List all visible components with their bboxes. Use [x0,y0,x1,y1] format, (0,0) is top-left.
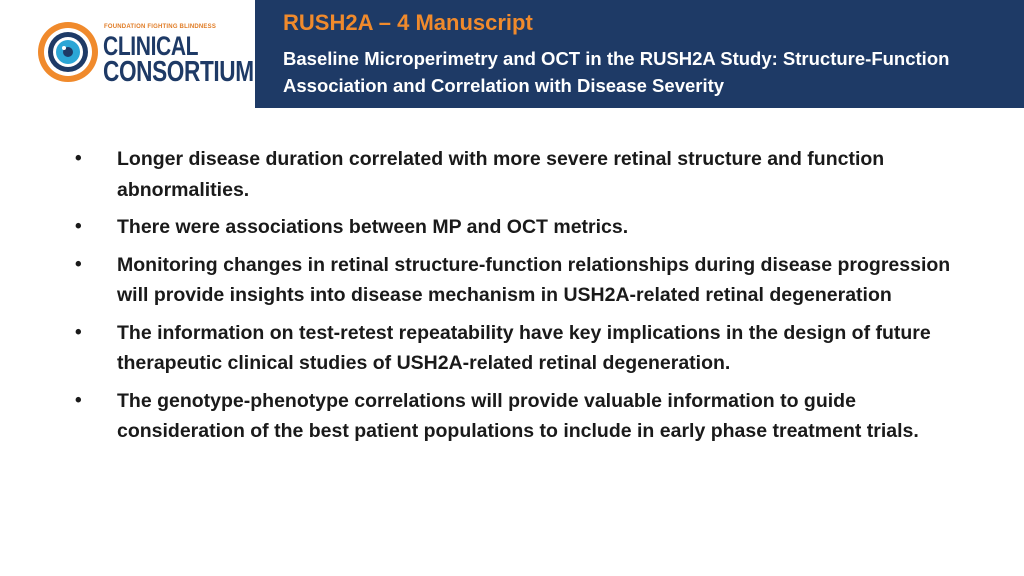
bullet-text: Monitoring changes in retinal structure-function relationships during disease progression will provide insights into disease mechanism in USH2A-related retinal degeneration [117,253,951,306]
bullet-text: Longer disease duration correlated with more severe retinal structure and function abnormalities. [117,148,885,201]
bullet-list [72,144,952,447]
slide-content [72,144,952,454]
slide-header [0,0,1024,108]
eye-icon [36,20,100,84]
bullet-item [72,144,952,205]
logo-word-consortium: CONSORTIUM [103,56,254,88]
header-kicker: RUSH2A – 4 Manuscript [283,10,533,35]
bullet-marker: • [75,148,82,169]
bullet-item [72,250,952,311]
bullet-item [72,212,952,243]
bullet-item [72,318,952,379]
bullet-text: There were associations between MP and OCT metrics. [117,216,629,238]
bullet-item [72,386,952,447]
bullet-text: The genotype-phenotype correlations will provide valuable information to guide consideration of the best patient populations to include in early phase treatment trials. [117,389,919,442]
logo-tagline: FOUNDATION FIGHTING BLINDNESS [104,24,217,30]
logo-word-clinical: CLINICAL [103,31,199,61]
bullet-marker: • [75,216,82,237]
bullet-marker: • [75,321,82,343]
header-title: Baseline Microperimetry and OCT in the RUSH2A Study: Structure-Function Association and Correlation with Disease Severity [283,48,950,96]
bullet-text: The information on test-retest repeatability have key implications in the design of future therapeutic clinical studies of USH2A-related retinal degeneration. [117,321,931,374]
bullet-marker: • [75,389,82,411]
bullet-marker: • [75,253,82,275]
logo [0,0,255,108]
